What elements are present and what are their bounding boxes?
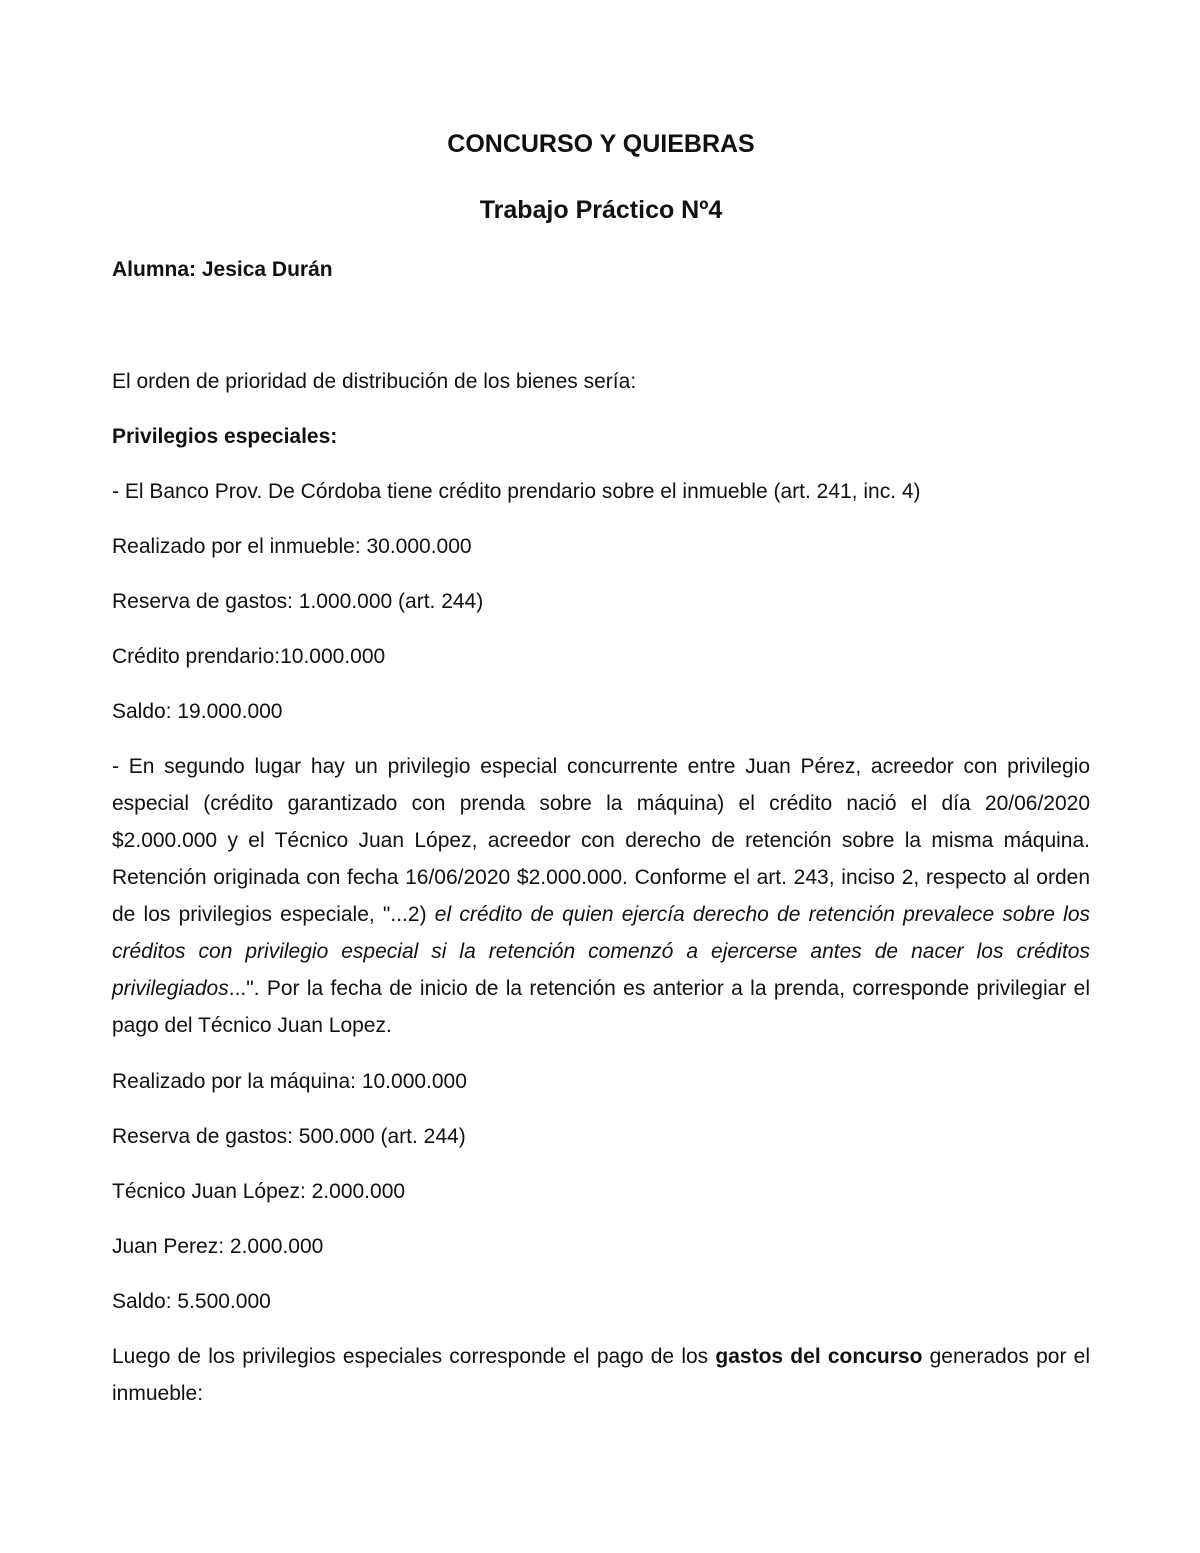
paragraph-closing — [112, 1338, 1090, 1412]
document-title: CONCURSO Y QUIEBRAS — [447, 130, 755, 158]
line-item: Saldo: 19.000.000 — [112, 700, 283, 723]
paragraph-text: - En segundo lugar hay un privilegio especial concurrente entre Juan Pérez, acreedor con privilegio especial (crédito garantizado con prenda sobre la máquina) el crédito nació el día 20/06/2020 $2.000.000 y el Técnico Juan López, acreedor con derecho de retención sobre la misma máquina. Retención originada con fecha 16/06/2020 $2.000.000. Conforme el art. 243, inciso 2, respecto al orden de los privilegios especiale, "...2) — [112, 755, 1090, 926]
line-item: Reserva de gastos: 500.000 (art. 244) — [112, 1125, 466, 1148]
line-item: Crédito prendario:10.000.000 — [112, 645, 386, 668]
line-item: Saldo: 5.500.000 — [112, 1290, 271, 1313]
line-item: Juan Perez: 2.000.000 — [112, 1235, 324, 1258]
author-line: Alumna: Jesica Durán — [112, 258, 333, 281]
paragraph-text: ...". Por la fecha de inicio de la retención es anterior a la prenda, corresponde privilegiar el pago del Técnico Juan Lopez. — [112, 977, 1090, 1037]
quote-text: el crédito de quien ejercía derecho de retención prevalece sobre los créditos con privilegio especial si la retención comenzó a ejercerse antes de nacer los créditos privilegiados — [112, 903, 1090, 1000]
paragraph-text: generados por el inmueble: — [112, 1345, 1091, 1405]
item-bank-credit: - El Banco Prov. De Córdoba tiene crédito prendario sobre el inmueble (art. 241, inc. 4) — [112, 480, 921, 503]
bold-term: gastos del concurso — [715, 1345, 923, 1368]
document-subtitle: Trabajo Práctico Nº4 — [479, 196, 723, 224]
line-item: Realizado por el inmueble: 30.000.000 — [112, 535, 472, 558]
section-heading: Privilegios especiales: — [112, 425, 338, 448]
line-item: Reserva de gastos: 1.000.000 (art. 244) — [112, 590, 484, 613]
paragraph-text: Luego de los privilegios especiales corresponde el pago de los — [112, 1345, 716, 1368]
line-item: Realizado por la máquina: 10.000.000 — [112, 1070, 467, 1093]
intro-text: El orden de prioridad de distribución de los bienes sería: — [112, 370, 637, 393]
paragraph-concurrent-privilege — [112, 748, 1090, 1044]
line-item: Técnico Juan López: 2.000.000 — [112, 1180, 406, 1203]
